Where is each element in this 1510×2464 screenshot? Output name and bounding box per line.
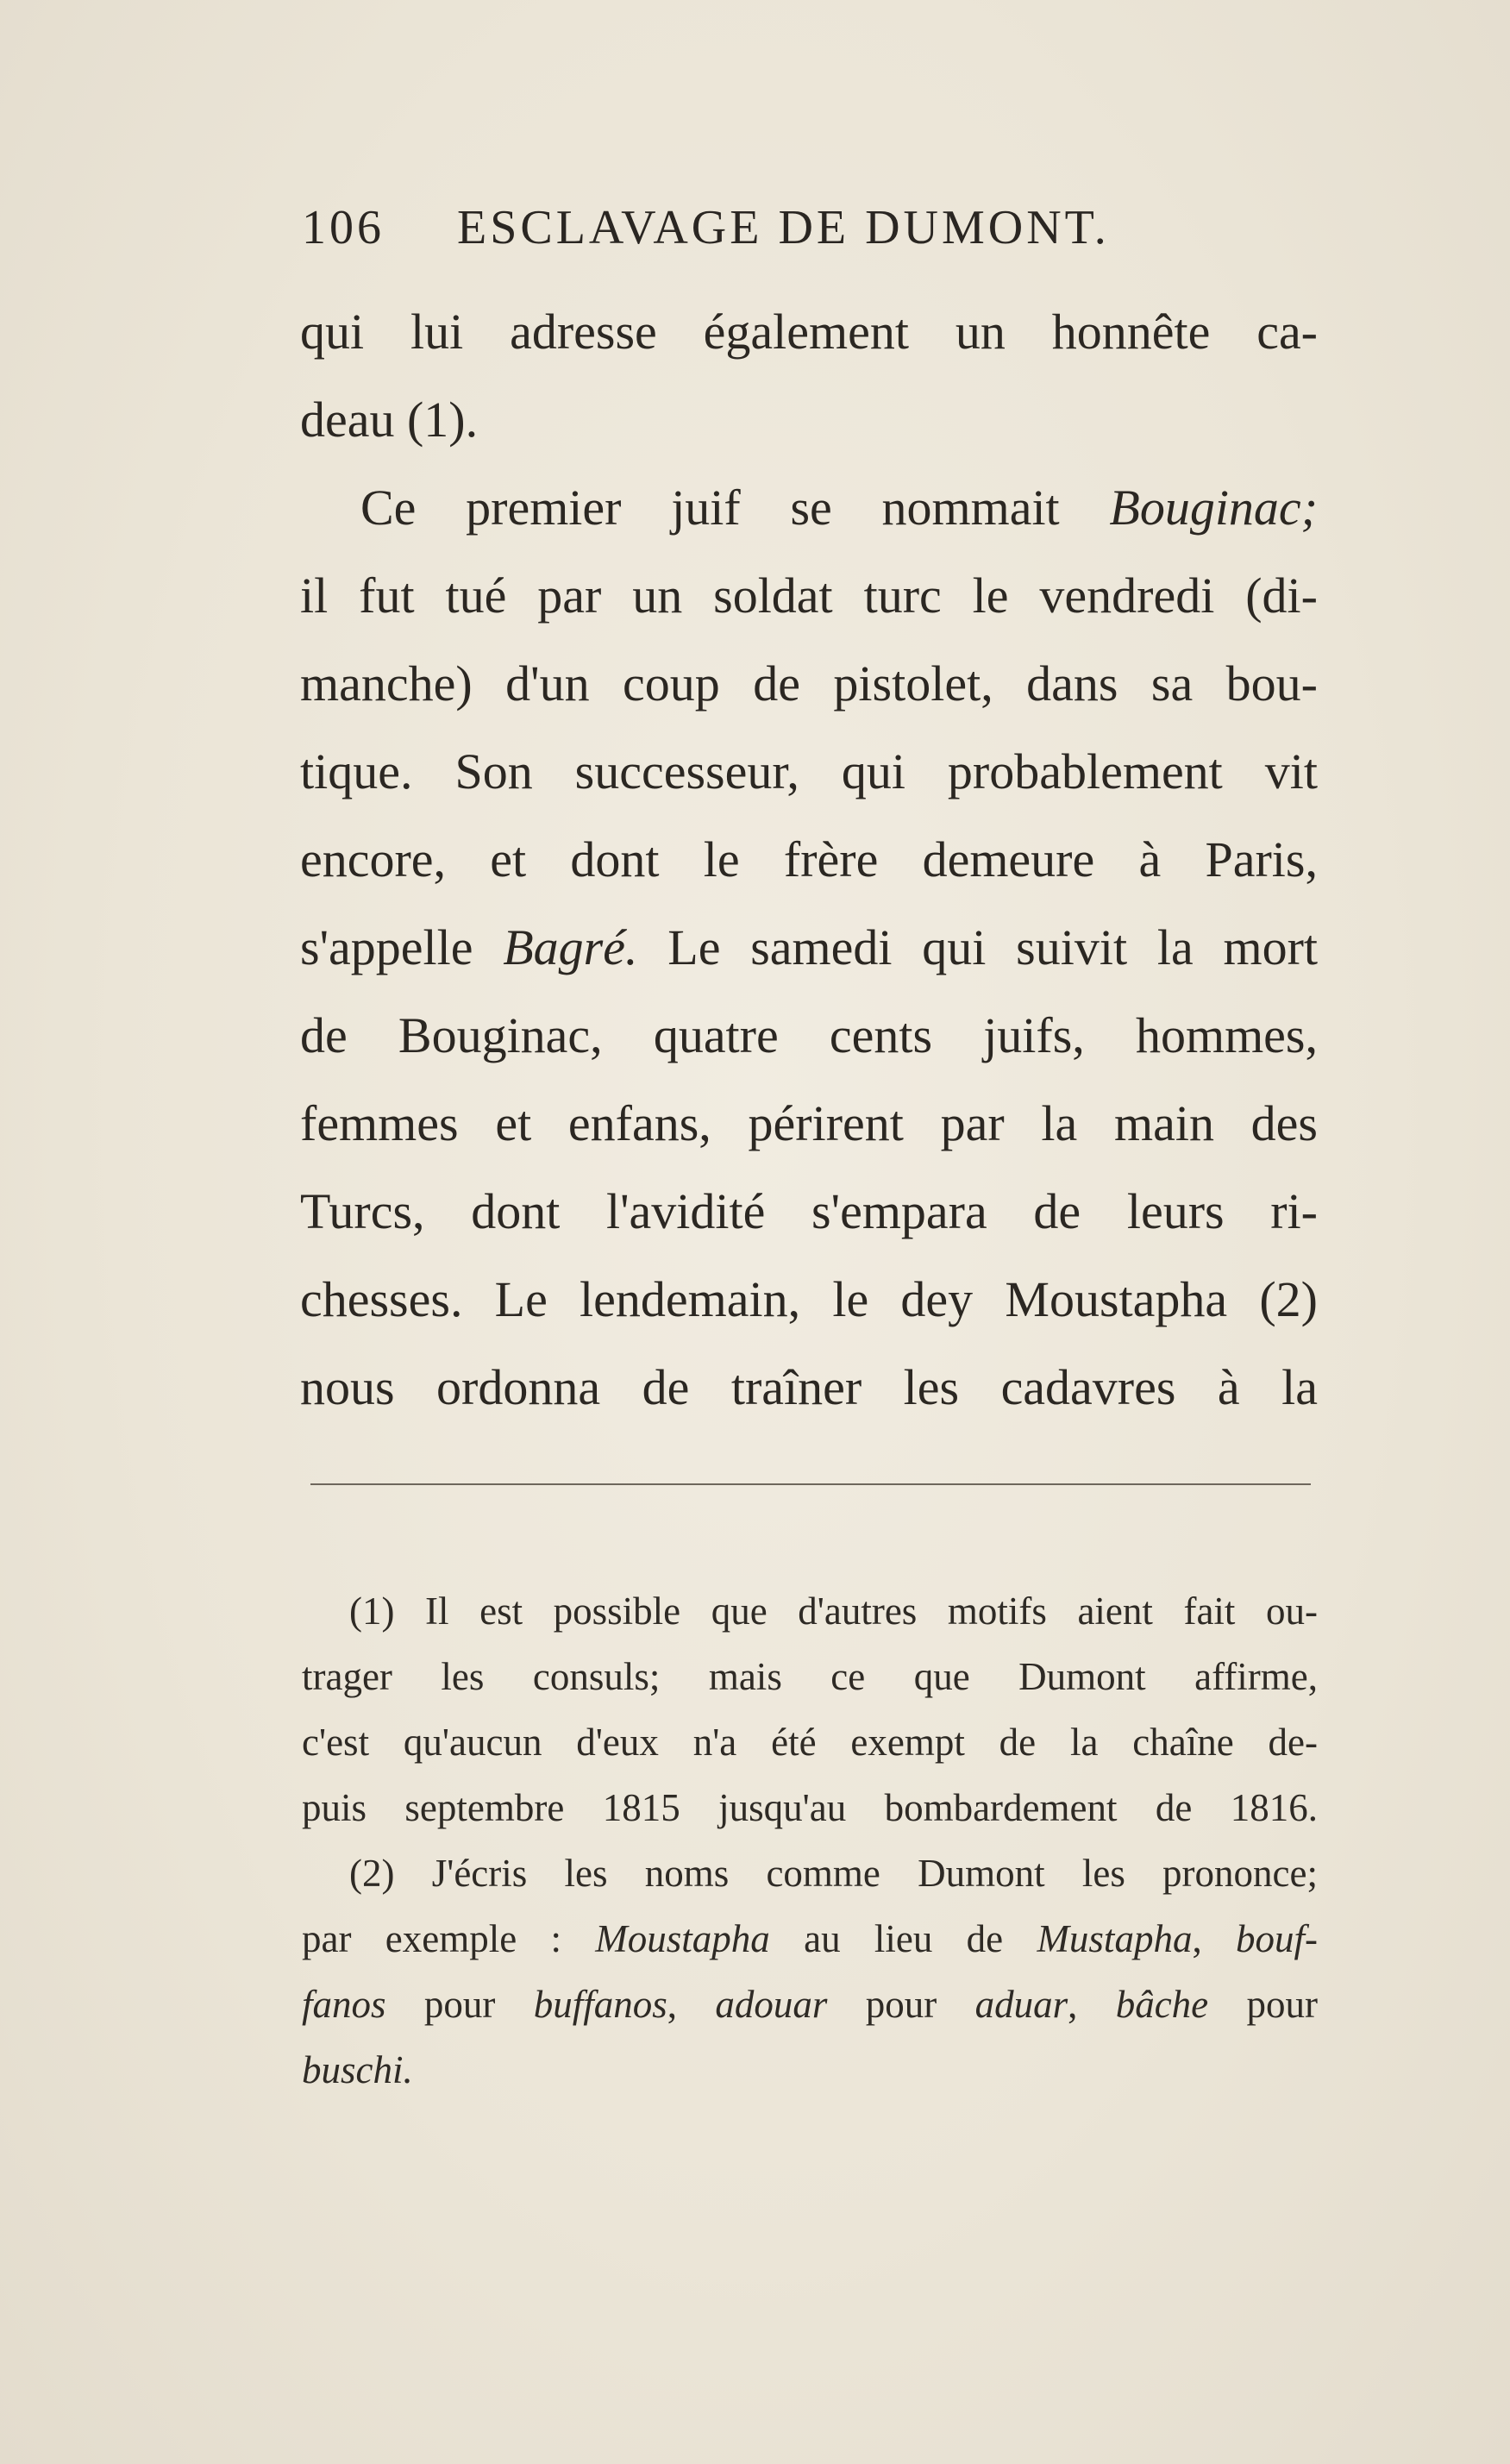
footnote-line: fanos pour buffanos, adouar pour aduar, bâche pour [302,1983,1318,2026]
text-line: de Bouginac, quatre cents juifs, hommes, [300,1007,1318,1063]
footnote-line: buschi. [302,2048,413,2091]
text-line: deau (1). [300,392,479,448]
text-line: encore, et dont le frère demeure à Paris, [300,831,1318,887]
text-line: nous ordonna de traîner les cadavres à la [300,1359,1318,1415]
running-title: ESCLAVAGE DE DUMONT. [457,201,1110,254]
text-line: qui lui adresse également un honnête ca- [300,304,1318,360]
text-line: Turcs, dont l'avidité s'empara de leurs ri- [300,1183,1318,1239]
footnote-line: trager les consuls; mais ce que Dumont affirme, [302,1655,1318,1698]
page-number: 106 [302,201,385,254]
footnotes [302,1578,1318,2103]
footnote-divider [310,1483,1311,1485]
text-line: tique. Son successeur, qui probablement vit [300,743,1318,799]
text-line: il fut tué par un soldat turc le vendredi (di- [300,567,1318,624]
text-line: chesses. Le lendemain, le dey Moustapha (2) [300,1271,1318,1327]
text-line: s'appelle Bagré. Le samedi qui suivit la mort [300,919,1318,975]
footnote-line: (2) J'écris les noms comme Dumont les prononce; [349,1852,1318,1895]
page-header [302,200,1319,269]
footnote-line: c'est qu'aucun d'eux n'a été exempt de la chaîne de- [302,1721,1318,1764]
main-text [300,288,1318,1432]
footnote-line: puis septembre 1815 jusqu'au bombardement de 1816. [302,1786,1318,1829]
text-line: Ce premier juif se nommait Bouginac; [360,480,1318,536]
text-line: manche) d'un coup de pistolet, dans sa bou- [300,655,1318,712]
footnote-line: (1) Il est possible que d'autres motifs aient fait ou- [349,1589,1318,1633]
footnote-line: par exemple : Moustapha au lieu de Mustapha, bouf- [302,1917,1318,1960]
text-line: femmes et enfans, périrent par la main des [300,1095,1318,1151]
